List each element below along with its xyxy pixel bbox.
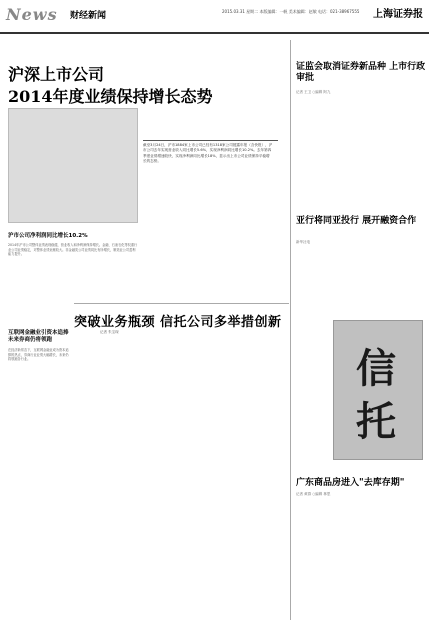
- right-story3-title: 广东商品房进入"去库存期": [296, 478, 405, 488]
- issue-info: 2015.03.31 星期二 本版编辑：一帆 美术编辑：赵敏 电话：021-38967555: [222, 9, 360, 14]
- news-word: News: [6, 5, 58, 24]
- center-story-title: 突破业务瓶颈 信托公司多举措创新: [74, 315, 282, 330]
- trust-char-2: 托: [356, 398, 396, 445]
- right-column-rule: [290, 40, 291, 620]
- trust-image: [333, 320, 423, 460]
- center-top-rule: [74, 303, 289, 304]
- center-story-byline: 记者 朱宝琛: [100, 330, 119, 334]
- photo: [8, 108, 138, 223]
- section-title: 财经新闻: [70, 11, 107, 21]
- headline-line1: 沪深上市公司: [8, 65, 105, 84]
- lead-paragraph: 截至3月24日，沪市1884家上市公司已经有1318家公司披露年报（含快报），沪市公司去年实现营业收入同比增长5.6%，实现净利润同比增长10.2%。去年第四季度业绩增速较快，实现净利润同比增长18%，显示出上市公司业绩保持平稳增长的态势。: [143, 143, 273, 164]
- lead-rule: [143, 140, 278, 141]
- right-story1-title: 证监会取消证券新品种 上市行政审批: [296, 62, 426, 83]
- trust-char-1: 信: [356, 345, 396, 392]
- left-col2-body: 在经济新常态下，互联网金融业成为资本追捧的热点，券商行业业绩大幅增长，未来仍将领跑各行业。: [8, 348, 69, 362]
- right-story1-byline: 记者 王卫 ○编辑 阿九: [296, 90, 331, 94]
- left-col2-title: 互联网金融业引资本追捧 未来券商仍将领跑: [8, 330, 69, 343]
- masthead: [0, 0, 429, 34]
- headline-line2: 2014年度业绩保持增长态势: [8, 87, 213, 106]
- right-story3-byline: 记者 黄群 ○编辑 林思: [296, 492, 331, 496]
- main-headline: [8, 64, 283, 108]
- right-story2-title: 亚行将同亚投行 展开融资合作: [296, 216, 417, 226]
- left-col-body: 2014年沪市公司整体业绩表现稳健，营业收入和净利润保持增长。金融、石油石化等权重行业公司业绩稳定，对整体业绩贡献较大。非金融类公司业绩同比有所增长，制造业公司盈利能力提升。: [8, 243, 138, 257]
- left-col-title: 沪市公司净利润同比增长10.2%: [8, 233, 88, 239]
- newspaper-brand: 上海证券报: [373, 9, 423, 20]
- right-story2-byline: 新华社电: [296, 240, 310, 244]
